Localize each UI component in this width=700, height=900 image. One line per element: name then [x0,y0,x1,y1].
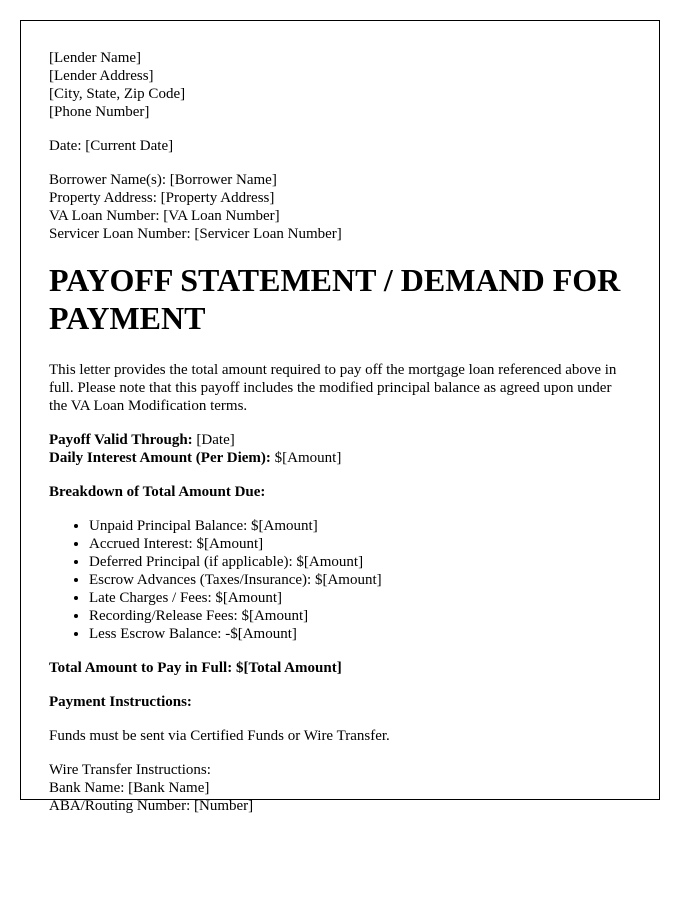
payment-instructions-heading-text: Payment Instructions: [49,694,192,710]
list-item: • Less Escrow Balance: -$[Amount] [89,625,631,643]
borrower-name: Borrower Name(s): [Borrower Name] [49,172,277,188]
letter-content [21,21,659,815]
va-loan-number: VA Loan Number: [VA Loan Number] [49,208,280,224]
valid-through-line [49,431,631,449]
bank-name: Bank Name: [Bank Name] [49,780,210,796]
breakdown-heading-text: Breakdown of Total Amount Due: [49,484,266,500]
payment-instructions-heading [49,693,631,711]
total-amount-text: Total Amount to Pay in Full: $[Total Amount] [49,660,342,676]
lender-phone: [Phone Number] [49,104,150,120]
breakdown-list [49,517,631,643]
document-title: PAYOFF STATEMENT / DEMAND FOR PAYMENT [49,262,621,336]
wire-heading: Wire Transfer Instructions: [49,762,211,778]
lender-city-state-zip: [City, State, Zip Code] [49,86,186,102]
validity-info [49,431,631,467]
lender-address: [Lender Address] [49,68,154,84]
servicer-loan-number: Servicer Loan Number: [Servicer Loan Number] [49,226,342,242]
per-diem-value: $[Amount] [270,450,342,466]
funds-text: Funds must be sent via Certified Funds or Wire Transfer. [49,728,390,744]
date-line: Date: [Current Date] [49,138,174,154]
breakdown-heading [49,483,631,501]
lender-name: [Lender Name] [49,50,142,66]
list-item: • Accrued Interest: $[Amount] [89,535,631,553]
total-amount-line [49,659,631,677]
list-item: • Unpaid Principal Balance: $[Amount] [89,517,631,535]
per-diem-line [49,449,631,467]
lender-header [49,49,631,121]
list-item: • Recording/Release Fees: $[Amount] [89,607,631,625]
valid-through-label: Payoff Valid Through: [49,432,193,448]
list-item: • Late Charges / Fees: $[Amount] [89,589,631,607]
per-diem-label: Daily Interest Amount (Per Diem): [49,450,271,466]
list-item: • Deferred Principal (if applicable): $[Amount] [89,553,631,571]
intro-paragraph: This letter provides the total amount required to pay off the mortgage loan referenced above in full. Please note that this payoff includes the modified principal balance as agreed upon under the VA Loan Modification terms. [49,362,617,414]
property-address: Property Address: [Property Address] [49,190,275,206]
wire-instructions [49,761,631,815]
list-item: • Escrow Advances (Taxes/Insurance): $[Amount] [89,571,631,589]
valid-through-value: [Date] [192,432,235,448]
loan-info [49,171,631,243]
aba-routing-number: ABA/Routing Number: [Number] [49,798,254,814]
letter-page [20,20,660,814]
